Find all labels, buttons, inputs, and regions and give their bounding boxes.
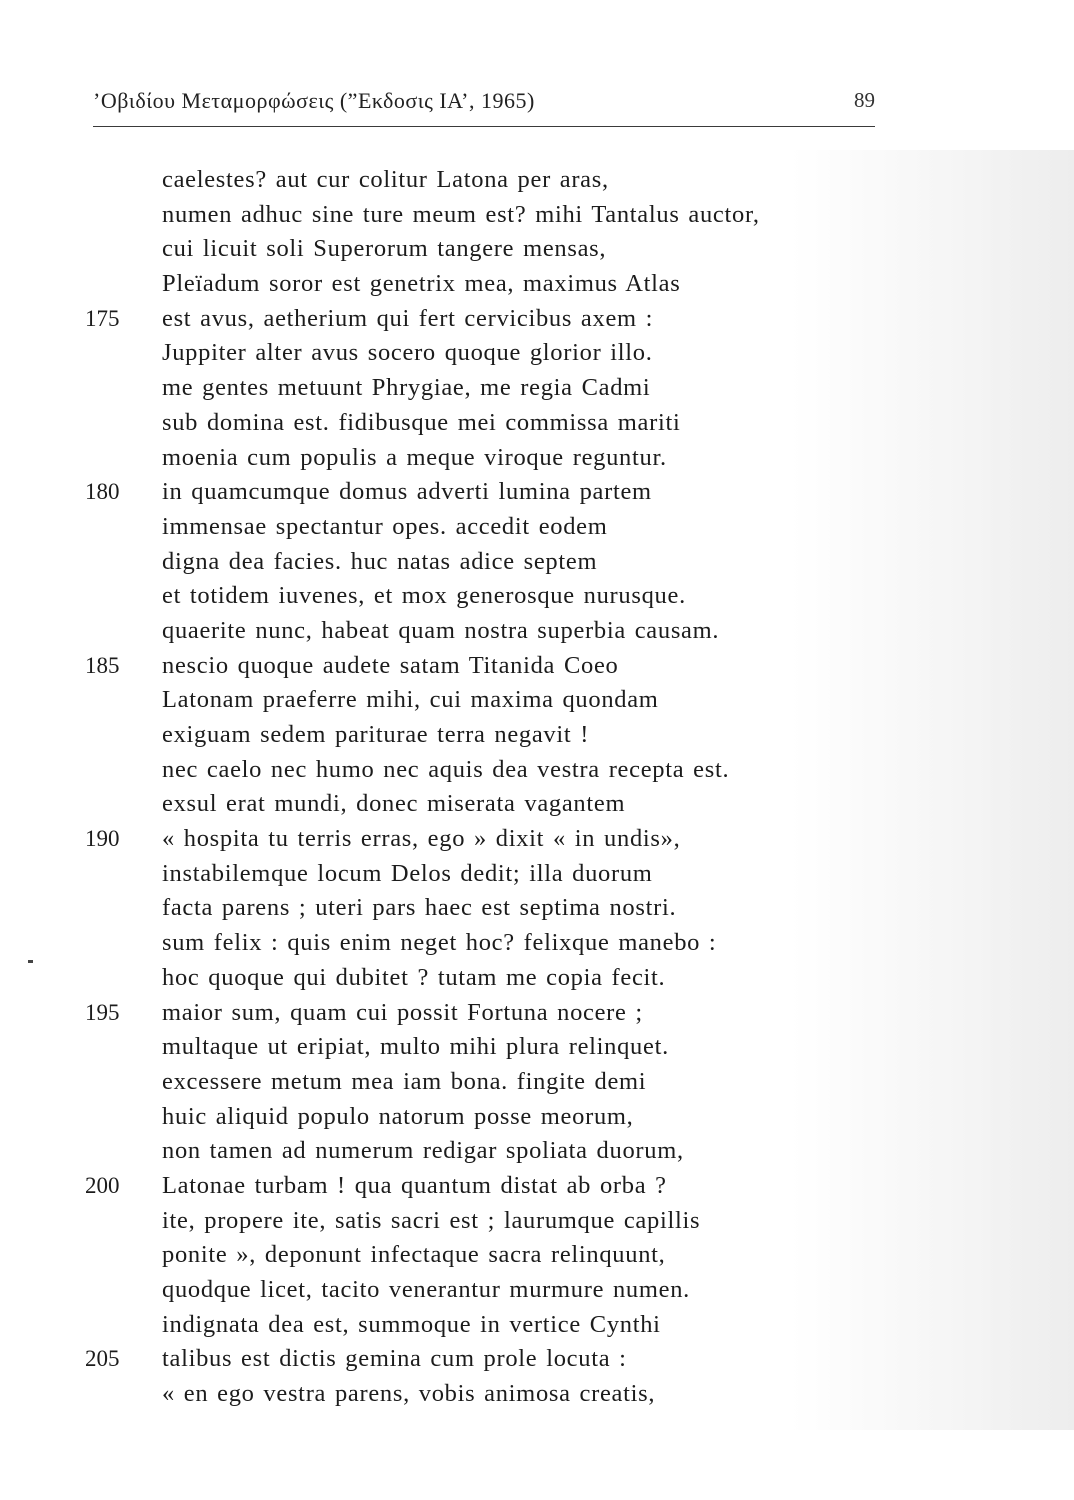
verse-text: me gentes metuunt Phrygiae, me regia Cadmi [162, 374, 651, 402]
verse-line [85, 718, 945, 753]
verse-line [85, 1204, 945, 1239]
verse-line [85, 163, 945, 198]
verse-text: sub domina est. fidibusque mei commissa mariti [162, 408, 681, 436]
verse-line [85, 1342, 945, 1377]
verse-text: quodque licet, tacito venerantur murmure numen. [162, 1276, 690, 1303]
verse-text: cui licuit soli Superorum tangere mensas, [162, 235, 607, 263]
verse-text: ite, propere ite, satis sacri est ; laurumque capillis [162, 1206, 701, 1234]
line-number: 185 [85, 652, 120, 678]
verse-text: nescio quoque audete satam Titanida Coeo [162, 651, 619, 679]
verse-text: digna dea facies. huc natas adice septem [162, 547, 598, 575]
verse-line [85, 1273, 945, 1308]
verse-line [85, 961, 945, 996]
running-head-title: ’Οβιδίου Μεταμορφώσεις (”Εκδοσις ΙΑ’, 1965) [93, 88, 535, 113]
verse-line [85, 579, 945, 614]
verse-text: maior sum, quam cui possit Fortuna nocere ; [162, 998, 643, 1026]
verse-text: Juppiter alter avus socero quoque glorior illo. [162, 339, 653, 367]
running-header [93, 88, 875, 122]
verse-text: Latonam praeferre mihi, cui maxima quondam [162, 686, 659, 714]
verse-line [85, 649, 945, 684]
line-number: 205 [85, 1346, 120, 1372]
verse-text: non tamen ad numerum redigar spoliata duorum, [162, 1137, 684, 1165]
verse-line [85, 336, 945, 371]
verse-text: indignata dea est, summoque in vertice Cynthi [162, 1310, 661, 1338]
line-number: 195 [85, 999, 120, 1025]
verse-text: multaque ut eripiat, multo mihi plura relinquet. [162, 1033, 669, 1061]
verse-line [85, 1238, 945, 1273]
verse-line [85, 857, 945, 892]
verse-line [85, 371, 945, 406]
verse-text: exiguam sedem pariturae terra negavit ! [162, 721, 590, 748]
verse-text: « hospita tu terris erras, ego » dixit « in undis», [162, 825, 681, 853]
verse-line [85, 891, 945, 926]
line-number: 180 [85, 479, 120, 505]
verse-text: « en ego vestra parens, vobis animosa creatis, [162, 1380, 656, 1408]
verse-text: Latonae turbam ! qua quantum distat ab orba ? [162, 1171, 667, 1199]
verse-line [85, 1065, 945, 1100]
verse-line [85, 1100, 945, 1135]
line-number: 190 [85, 826, 120, 852]
verse-text: excessere metum mea iam bona. fingite demi [162, 1067, 647, 1095]
verse-text: est avus, aetherium qui fert cervicibus axem : [162, 304, 654, 332]
verse-line [85, 510, 945, 545]
verse-block [85, 163, 945, 1412]
verse-line [85, 1169, 945, 1204]
line-number: 200 [85, 1172, 120, 1198]
verse-line [85, 822, 945, 857]
verse-text: moenia cum populis a meque viroque reguntur. [162, 443, 667, 471]
verse-text: numen adhuc sine ture meum est? mihi Tantalus auctor, [162, 200, 760, 228]
verse-line [85, 996, 945, 1031]
verse-text: et totidem iuvenes, et mox generosque nurusque. [162, 582, 686, 610]
verse-line [85, 267, 945, 302]
verse-text: exsul erat mundi, donec miserata vagantem [162, 790, 626, 818]
verse-text: ponite », deponunt infectaque sacra relinquunt, [162, 1241, 666, 1269]
verse-text: immensae spectantur opes. accedit eodem [162, 512, 608, 540]
verse-text: Pleïadum soror est genetrix mea, maximus Atlas [162, 270, 681, 298]
verse-line [85, 1377, 945, 1412]
verse-text: talibus est dictis gemina cum prole locuta : [162, 1345, 627, 1373]
line-number: 175 [85, 305, 120, 331]
verse-line [85, 302, 945, 337]
verse-text: nec caelo nec humo nec aquis dea vestra recepta est. [162, 755, 730, 783]
verse-line [85, 545, 945, 580]
verse-text: huic aliquid populo natorum posse meorum, [162, 1102, 634, 1130]
verse-line [85, 441, 945, 476]
verse-line [85, 1134, 945, 1169]
verse-text: hoc quoque qui dubitet ? tutam me copia fecit. [162, 963, 666, 991]
verse-line [85, 232, 945, 267]
verse-text: instabilemque locum Delos dedit; illa duorum [162, 859, 653, 887]
verse-line [85, 475, 945, 510]
verse-text: caelestes? aut cur colitur Latona per aras, [162, 166, 609, 193]
verse-text: facta parens ; uteri pars haec est septima nostri. [162, 894, 677, 922]
verse-text: in quamcumque domus adverti lumina partem [162, 478, 652, 506]
verse-line [85, 406, 945, 441]
verse-text: quaerite nunc, habeat quam nostra superbia causam. [162, 616, 720, 644]
verse-line [85, 926, 945, 961]
verse-line [85, 614, 945, 649]
verse-line [85, 787, 945, 822]
page-number: 89 [854, 88, 875, 112]
verse-line [85, 198, 945, 233]
header-rule [93, 126, 875, 127]
verse-line [85, 683, 945, 718]
verse-line [85, 1030, 945, 1065]
verse-text: sum felix : quis enim neget hoc? felixque manebo : [162, 929, 717, 957]
verse-line [85, 1308, 945, 1343]
stray-ink-mark [28, 960, 33, 963]
verse-line [85, 753, 945, 788]
